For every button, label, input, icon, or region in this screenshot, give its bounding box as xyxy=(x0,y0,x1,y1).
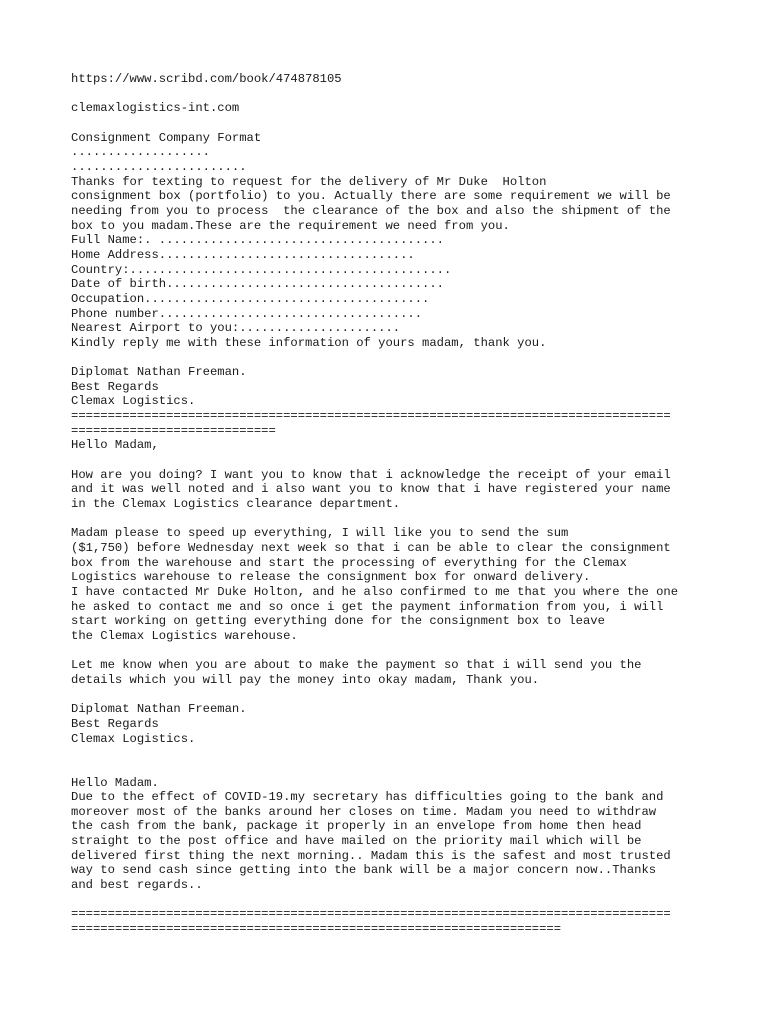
document-line xyxy=(71,761,711,776)
document-line: ================================================================================== xyxy=(71,409,671,424)
document-line: Home Address................................... xyxy=(71,247,415,262)
document-line: ................... xyxy=(71,145,210,160)
document-line: Let me know when you are about to make the payment so that i will send you the xyxy=(71,658,642,673)
document-line: moreover most of the banks around her closes on time. Madam you need to withdraw xyxy=(71,804,657,819)
document-line: Clemax Logistics. xyxy=(71,731,196,746)
document-line: Phone number.................................... xyxy=(71,306,423,321)
document-line: in the Clemax Logistics clearance department. xyxy=(71,497,401,512)
document-line: details which you will pay the money into okay madam, Thank you. xyxy=(71,672,540,687)
document-line: needing from you to process the clearance of the box and also the shipment of the xyxy=(71,203,671,218)
document-line: Clemax Logistics. xyxy=(71,394,196,409)
document-line: ........................ xyxy=(71,159,247,174)
document-line: Diplomat Nathan Freeman. xyxy=(71,702,247,717)
document-line: Full Name:. ....................................... xyxy=(71,233,444,248)
document-line: box to you madam.These are the requirement we need from you. xyxy=(71,218,510,233)
document-line xyxy=(71,746,711,761)
document-line: Occupation....................................... xyxy=(71,291,430,306)
document-line: way to send cash since getting into the bank will be a major concern now..Thanks xyxy=(71,863,657,878)
document-line: and best regards.. xyxy=(71,878,203,893)
document-line xyxy=(71,116,711,131)
document-line: Madam please to speed up everything, I will like you to send the sum xyxy=(71,526,569,541)
document-line xyxy=(71,512,711,527)
document-line xyxy=(71,350,711,365)
document-line: ============================ xyxy=(71,423,276,438)
document-line: straight to the post office and have mailed on the priority mail which will be xyxy=(71,834,642,849)
document-line: Kindly reply me with these information of yours madam, thank you. xyxy=(71,335,547,350)
document-line: and it was well noted and i also want you to know that i have registered your name xyxy=(71,482,671,497)
document-line: Due to the effect of COVID-19.my secretary has difficulties going to the bank and xyxy=(71,790,664,805)
document-line xyxy=(71,644,711,659)
document-line: clemaxlogistics-int.com xyxy=(71,101,240,116)
document-body xyxy=(71,72,711,937)
document-line: ($1,750) before Wednesday next week so that i can be able to clear the consignment xyxy=(71,541,671,555)
document-line: Nearest Airport to you:...................... xyxy=(71,321,401,336)
document-line: Hello Madam, xyxy=(71,438,159,453)
document-line: consignment box (portfolio) to you. Actually there are some requirement we will be xyxy=(71,189,671,204)
document-line xyxy=(71,87,711,102)
document-line: box from the warehouse and start the processing of everything for the Clemax xyxy=(71,555,627,570)
document-line: I have contacted Mr Duke Holton, and he also confirmed to me that you where the one xyxy=(71,584,679,599)
document-line: Thanks for texting to request for the delivery of Mr Duke Holton xyxy=(71,174,547,189)
document-line: =================================================================== xyxy=(71,922,562,937)
document-line: delivered first thing the next morning.. Madam this is the safest and most trusted xyxy=(71,848,671,863)
document-line: Best Regards xyxy=(71,716,159,731)
document-line xyxy=(71,453,711,468)
document-line: Country:............................................ xyxy=(71,262,452,277)
document-line xyxy=(71,893,711,908)
document-line xyxy=(71,688,711,703)
document-line: Date of birth...................................... xyxy=(71,277,444,292)
document-line: Hello Madam. xyxy=(71,775,159,790)
document-line: he asked to contact me and so once i get the payment information from you, i will xyxy=(71,599,664,614)
document-line: https://www.scribd.com/book/474878105 xyxy=(71,72,342,86)
document-line: Diplomat Nathan Freeman. xyxy=(71,365,247,380)
document-line: Consignment Company Format xyxy=(71,130,262,145)
document-line: start working on getting everything done for the consignment box to leave xyxy=(71,614,605,629)
document-line: the cash from the bank, package it properly in an envelope from home then head xyxy=(71,819,642,834)
document-line: ================================================================================== xyxy=(71,907,671,922)
document-line: Best Regards xyxy=(71,379,159,394)
document-line: Logistics warehouse to release the consignment box for onward delivery. xyxy=(71,570,591,585)
document-line: the Clemax Logistics warehouse. xyxy=(71,628,298,643)
document-line: How are you doing? I want you to know that i acknowledge the receipt of your email xyxy=(71,467,671,482)
